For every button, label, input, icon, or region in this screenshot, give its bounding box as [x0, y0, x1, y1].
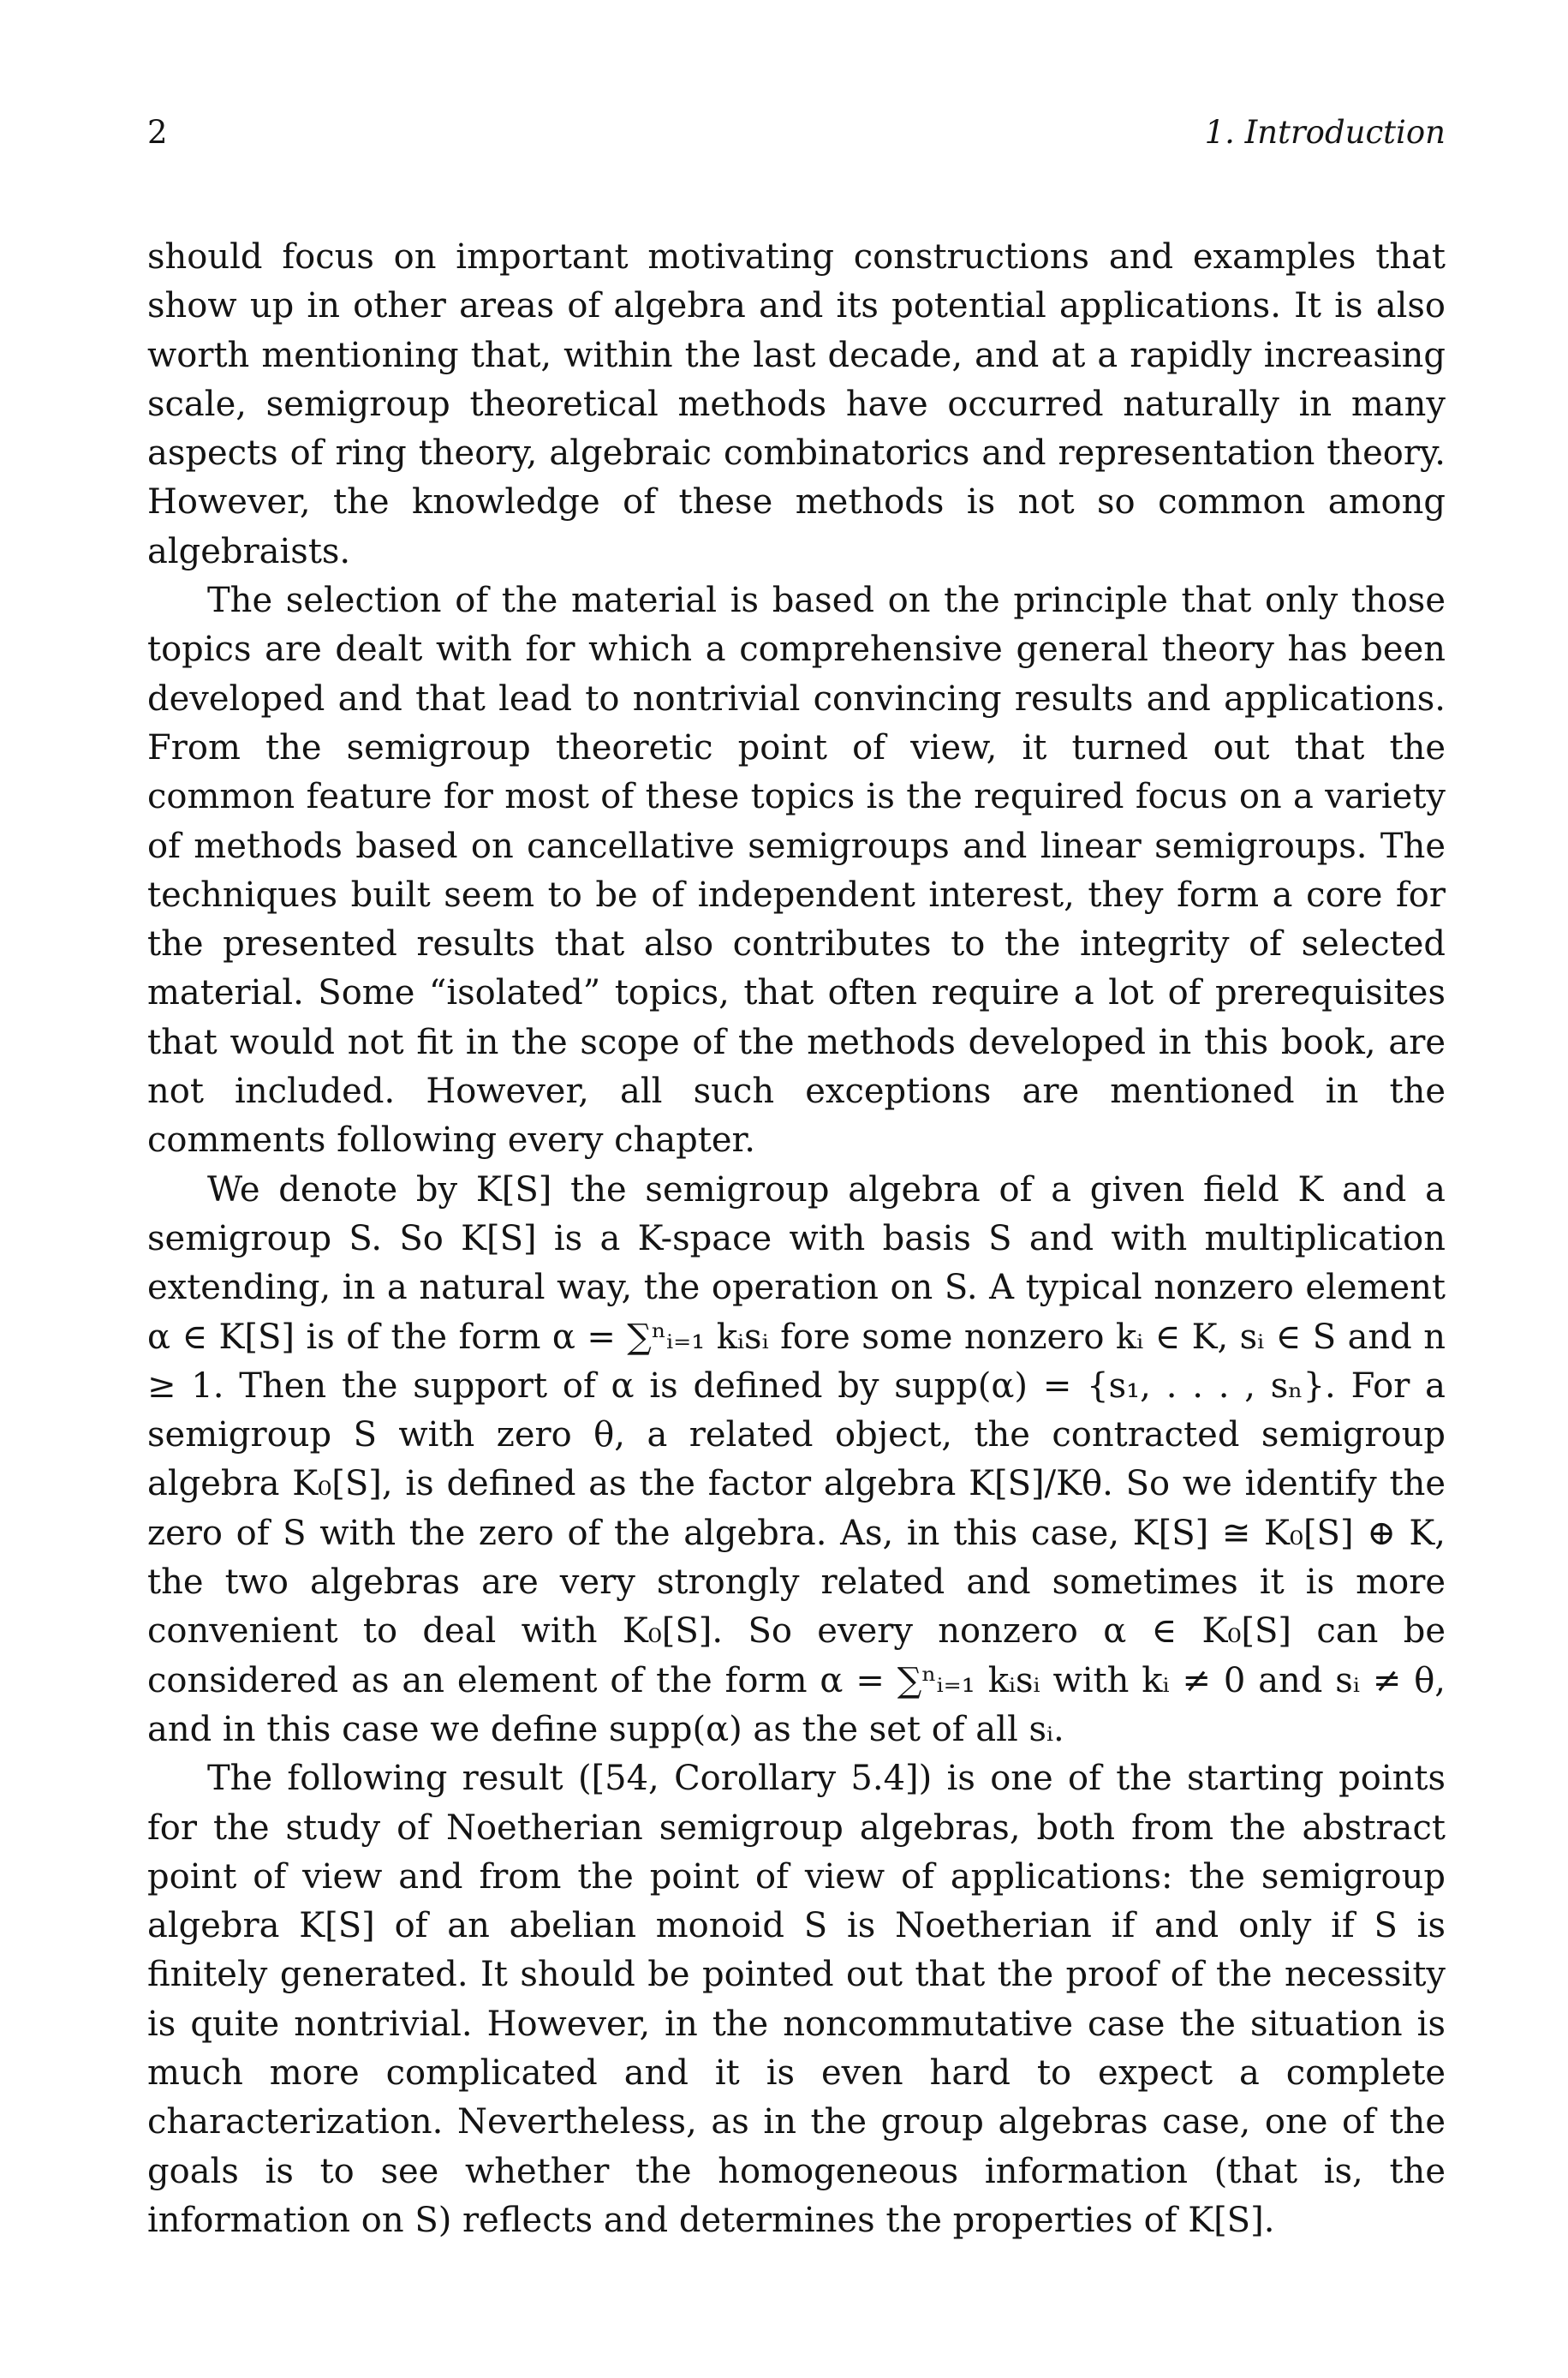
paragraph-material-selection: The selection of the material is based on the principle that only those topics are dealt with for which a comprehensive general theory has been developed and that lead to nontrivial convincing results and applications. From the semigroup theoretic point of view, it turned out that the common feature for most of these topics is the required focus on a variety of methods based on cancellative semigroups and linear semigroups. The techniques built seem to be of independent interest, they form a core for the presented results that also contributes to the integrity of selected material. Some “isolated” topics, that often require a lot of prerequisites that would not fit in the scope of the methods developed in this book, are not included. However, all such exceptions are mentioned in the comments following every chapter. — [147, 581, 1446, 1161]
running-head — [147, 111, 1446, 154]
body-text — [147, 233, 1446, 2245]
page-number: 2 — [147, 114, 168, 151]
paragraph-noetherian-result: The following result ([54, Corollary 5.4]) is one of the starting points for the study of Noetherian semigroup algebras, both from the abstract point of view and from the point of view of applications: the semigroup algebra K[S] of an abelian monoid S is Noetherian if and only if S is finitely generated. It should be pointed out that the proof of the necessity is quite nontrivial. However, in the noncommutative case the situation is much more complicated and it is even hard to expect a complete characterization. Nevertheless, as in the group algebras case, one of the goals is to see whether the homogeneous information (that is, the information on S) reflects and determines the properties of K[S]. — [147, 1759, 1446, 2240]
paragraph-continuation: should focus on important motivating constructions and examples that show up in other areas of algebra and its potential applications. It is also worth mentioning that, within the last decade, and at a rapidly increasing scale, semigroup theoretical methods have occurred naturally in many aspects of ring theory, algebraic combinatorics and representation theory. However, the knowledge of these methods is not so common among algebraists. — [147, 237, 1446, 571]
paragraph-semigroup-algebra-definition: We denote by K[S] the semigroup algebra of a given field K and a semigroup S. So K[S] is a K-space with basis S and with multiplication extending, in a natural way, the operation on S. A typical nonzero element α ∈ K[S] is of the form α = ∑ⁿᵢ₌₁ kᵢsᵢ fore some nonzero kᵢ ∈ K, sᵢ ∈ S and n ≥ 1. Then the support of α is defined by supp(α) = {s₁, . . . , sₙ}. For a semigroup S with zero θ, a related object, the contracted semigroup algebra K₀[S], is defined as the factor algebra K[S]/Kθ. So we identify the zero of S with the zero of the algebra. As, in this case, K[S] ≅ K₀[S] ⊕ K, the two algebras are very strongly related and sometimes it is more convenient to deal with K₀[S]. So every nonzero α ∈ K₀[S] can be considered as an element of the form α = ∑ⁿᵢ₌₁ kᵢsᵢ with kᵢ ≠ 0 and sᵢ ≠ θ, and in this case we define supp(α) as the set of all sᵢ. — [147, 1169, 1446, 1749]
chapter-title: 1. Introduction — [1204, 114, 1446, 151]
